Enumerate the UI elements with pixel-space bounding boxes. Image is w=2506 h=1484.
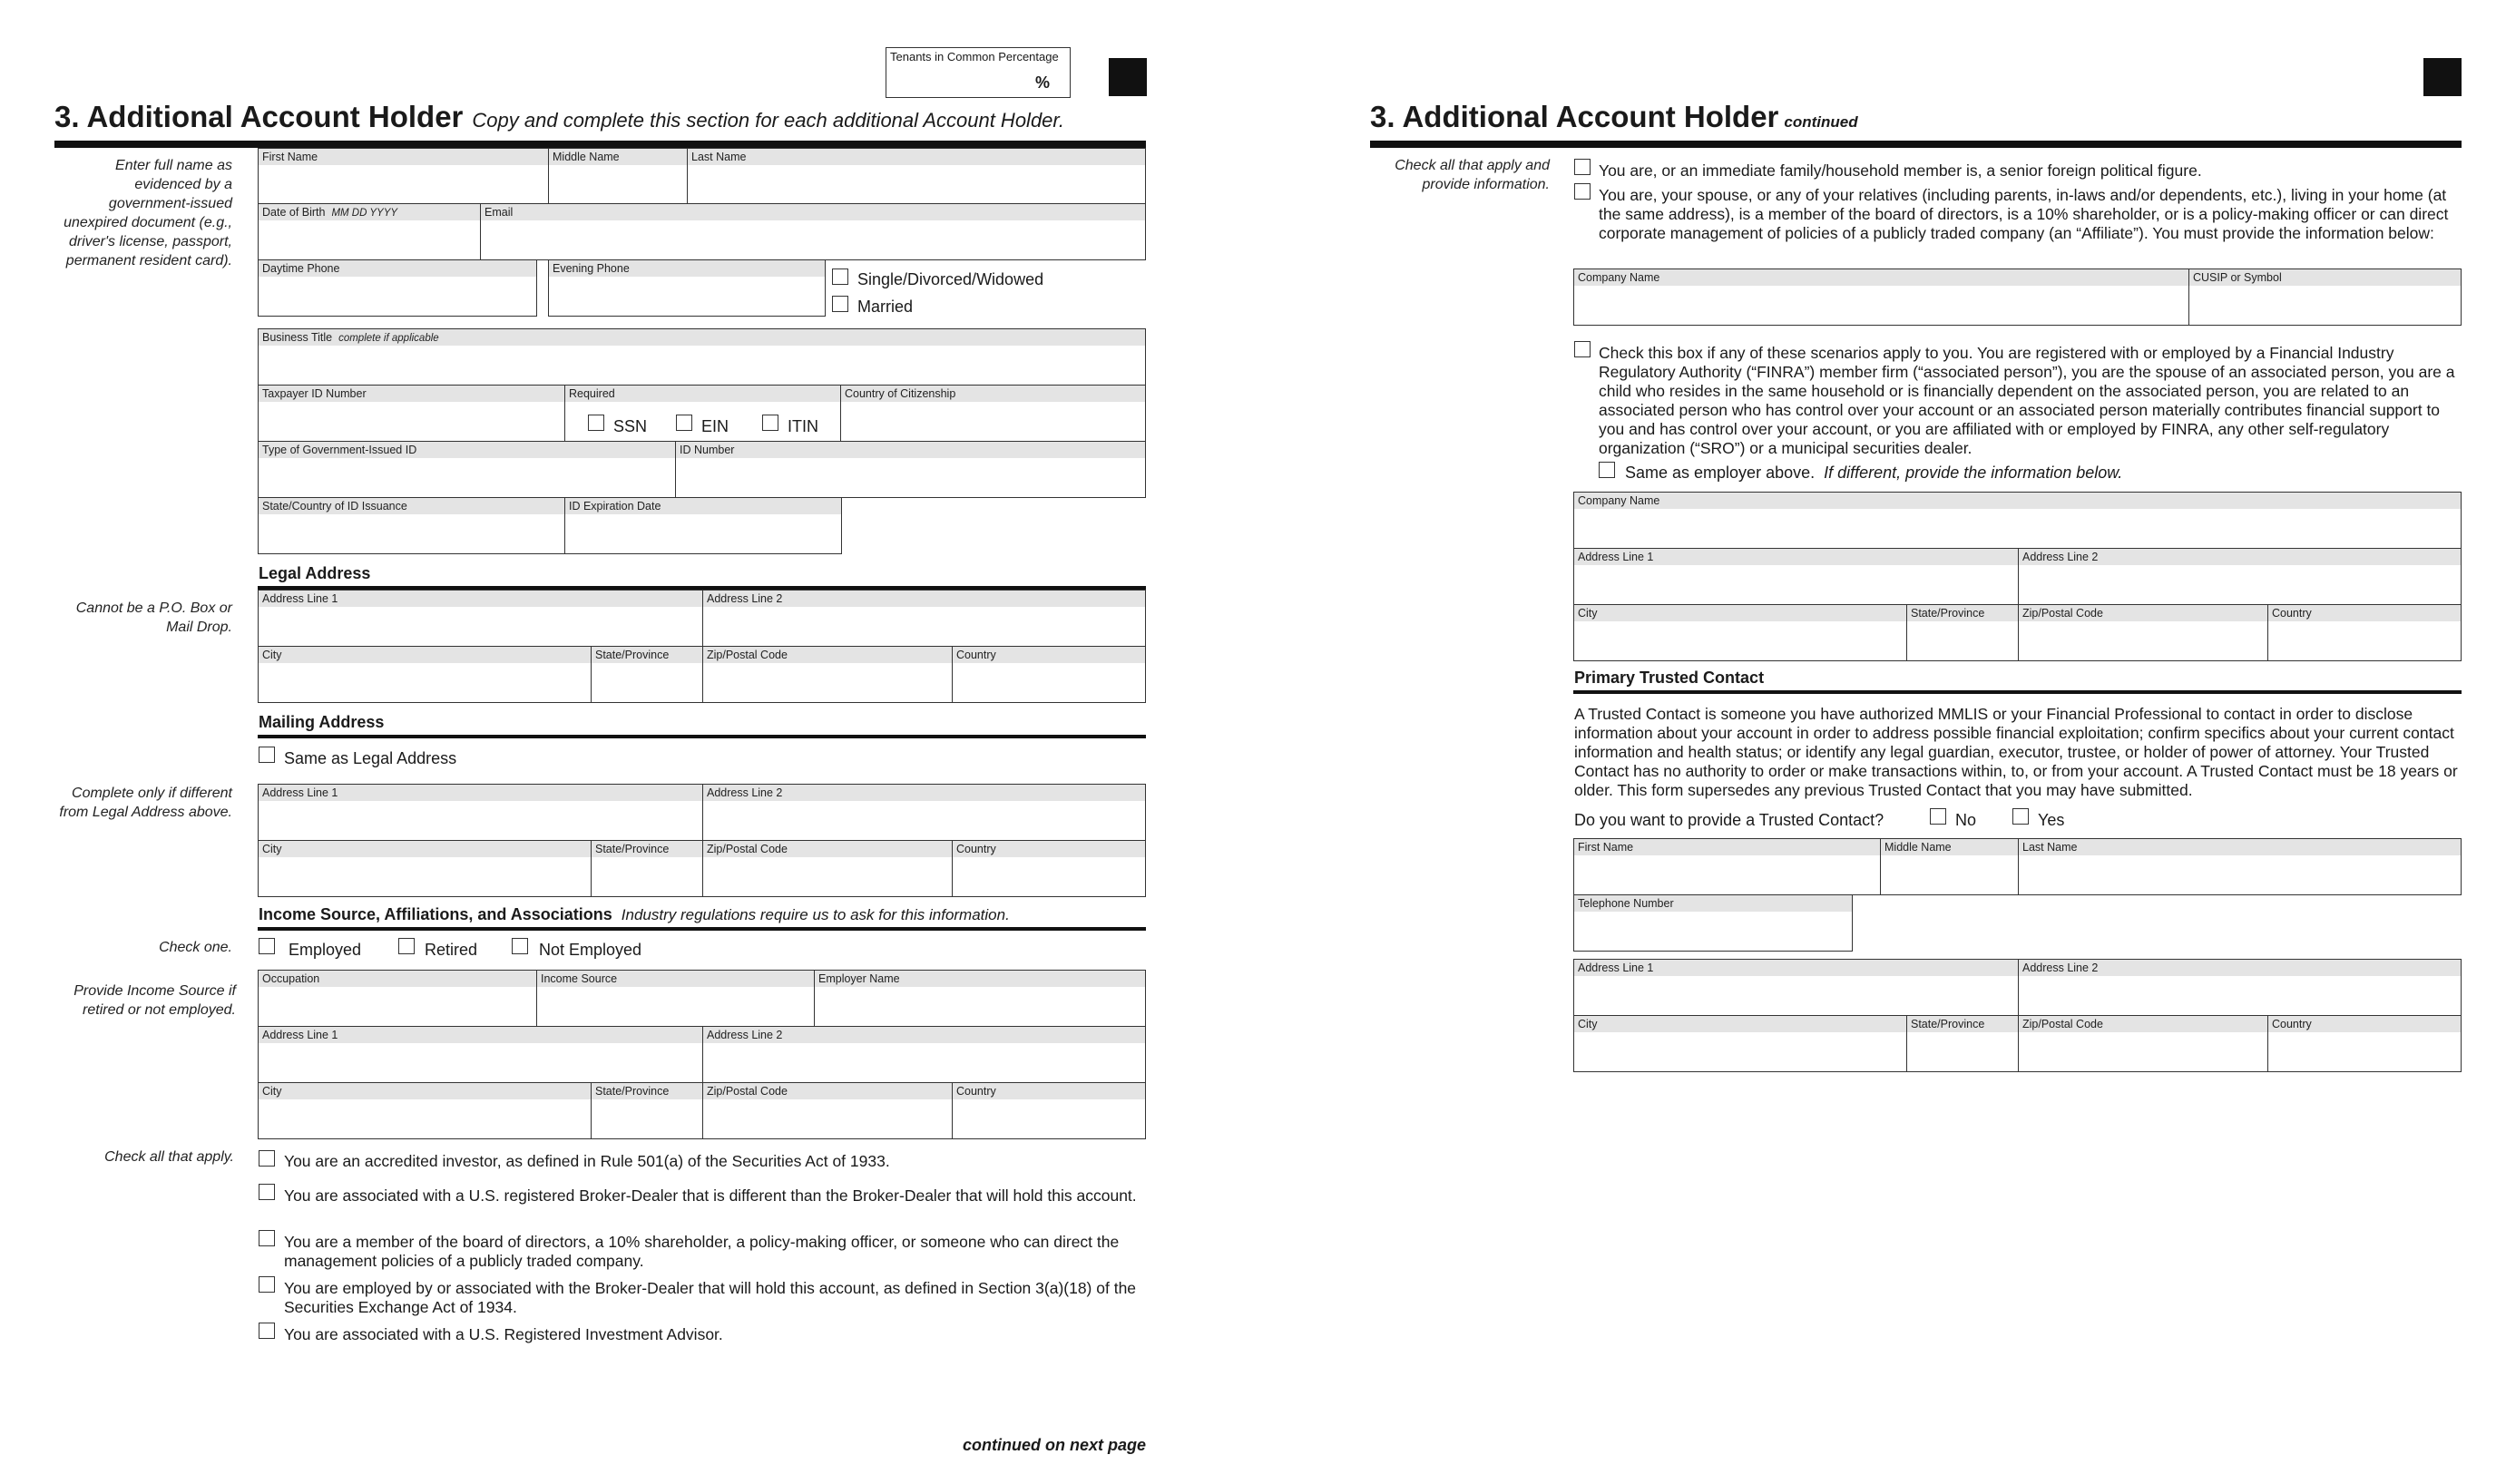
affiliate-text: You are, your spouse, or any of your relatives (including parents, in-laws and/or dependents, etc.), living in your home (at the same address), is a member of the board of directors, is a 10% shareholder, or is a policy-making officer or can direct corporate management of policies of a publicly traded company (an “Affiliate”). You must provide the information below: — [1599, 186, 2449, 242]
citizenship-field[interactable] — [840, 385, 1146, 442]
retired-label: Retired — [425, 941, 478, 959]
employer-country-label: Country — [953, 1083, 1145, 1099]
legal-address2-field[interactable] — [702, 590, 1146, 647]
affiliation-item-5: You are associated with a U.S. Registered Investment Advisor. — [284, 1325, 723, 1343]
id-number-field[interactable] — [675, 441, 1146, 498]
mailing-state-field[interactable] — [591, 840, 704, 897]
tenants-percentage-field[interactable] — [886, 47, 1071, 98]
finra-city-label: City — [1574, 605, 1907, 621]
date-of-birth-field[interactable] — [258, 203, 482, 260]
trusted-middle-name-field[interactable] — [1880, 838, 2020, 895]
ein-checkbox[interactable] — [676, 415, 692, 431]
affiliation-checkbox-5[interactable] — [259, 1323, 275, 1339]
not-employed-label: Not Employed — [539, 941, 642, 959]
trusted-country-label: Country — [2268, 1016, 2461, 1032]
affiliation-checkbox-1[interactable] — [259, 1150, 275, 1167]
employer-address2-label: Address Line 2 — [703, 1027, 1145, 1043]
legal-country-field[interactable] — [952, 646, 1146, 703]
legal-city-field[interactable] — [258, 646, 592, 703]
employer-name-label: Employer Name — [815, 971, 1145, 987]
title-rule — [54, 141, 1146, 148]
id-state-field[interactable] — [258, 497, 566, 554]
page-title — [54, 100, 1064, 134]
legal-zip-label: Zip/Postal Code — [703, 647, 953, 663]
required-label: Required — [565, 386, 841, 402]
trusted-state-label: State/Province — [1907, 1016, 2019, 1032]
middle-name-field[interactable] — [548, 148, 689, 205]
business-title-label — [259, 329, 1145, 346]
right-page — [1253, 0, 2506, 1484]
employer-zip-field[interactable] — [702, 1082, 954, 1139]
email-label: Email — [481, 204, 1145, 220]
employer-address2-field[interactable] — [702, 1026, 1146, 1083]
same-employer-text: Same as employer above. — [1625, 464, 1816, 482]
mailing-address-heading: Mailing Address — [259, 713, 385, 731]
trusted-city-label: City — [1574, 1016, 1907, 1032]
finra-checkbox[interactable] — [1574, 341, 1591, 357]
continued-note: continued on next page — [962, 1436, 1146, 1454]
legal-city-label: City — [259, 647, 592, 663]
trusted-middle-name-label: Middle Name — [1881, 839, 2019, 855]
finra-address2-field[interactable] — [2018, 548, 2462, 605]
finra-state-field[interactable] — [1906, 604, 2020, 661]
id-expiration-label: ID Expiration Date — [565, 498, 841, 514]
occupation-label: Occupation — [259, 971, 537, 987]
last-name-field[interactable] — [687, 148, 1146, 205]
same-employer-checkbox[interactable] — [1599, 462, 1615, 478]
mailing-city-field[interactable] — [258, 840, 592, 897]
trusted-contact-paragraph: A Trusted Contact is someone you have authorized MMLIS or your Financial Professional to contact in order to disclose information about your account in order to address possible financial exploitation; confirm specifics about your current contact information and health status; or identify any legal guardian, executor, trustee, or holder of power of attorney. Your Trusted Contact has no authority to order or make transactions within, to, or from your account. A Trusted Contact must be 18 years or older. This form supersedes any previous Trusted Contact that you may have submitted. — [1574, 705, 2458, 799]
trusted-address2-label: Address Line 2 — [2019, 960, 2461, 976]
income-heading-text: Income Source, Affiliations, and Associations — [259, 905, 612, 923]
cusip-field[interactable] — [2188, 268, 2462, 326]
affiliate-checkbox[interactable] — [1574, 183, 1591, 200]
trusted-country-field[interactable] — [2267, 1015, 2462, 1072]
last-name-label: Last Name — [688, 149, 1145, 165]
trusted-yes-label: Yes — [2038, 811, 2065, 829]
side-note-check-all: Check all that apply. — [104, 1149, 234, 1165]
legal-country-label: Country — [953, 647, 1145, 663]
income-source-field[interactable] — [536, 970, 816, 1027]
registration-mark — [1109, 58, 1147, 96]
employer-zip-label: Zip/Postal Code — [703, 1083, 953, 1099]
legal-address2-label: Address Line 2 — [703, 591, 1145, 607]
trusted-first-name-label: First Name — [1574, 839, 1881, 855]
finra-company-field[interactable] — [1573, 492, 2462, 549]
id-number-label: ID Number — [676, 442, 1145, 458]
first-name-field[interactable] — [258, 148, 550, 205]
legal-address1-label: Address Line 1 — [259, 591, 703, 607]
trusted-city-field[interactable] — [1573, 1015, 1908, 1072]
mailing-state-label: State/Province — [592, 841, 703, 857]
evening-phone-field[interactable] — [548, 259, 826, 317]
employer-country-field[interactable] — [952, 1082, 1146, 1139]
trusted-last-name-label: Last Name — [2019, 839, 2461, 855]
same-employer-note: If different, provide the information below. — [1824, 464, 2123, 482]
affiliation-checkbox-4[interactable] — [259, 1276, 275, 1293]
legal-address1-field[interactable] — [258, 590, 704, 647]
business-title-field[interactable] — [258, 328, 1146, 386]
same-employer-label — [1625, 464, 2122, 483]
mailing-address1-label: Address Line 1 — [259, 785, 703, 801]
trusted-address1-label: Address Line 1 — [1574, 960, 2019, 976]
gov-id-type-label: Type of Government-Issued ID — [259, 442, 676, 458]
trusted-telephone-label: Telephone Number — [1574, 895, 1852, 912]
finra-text: Check this box if any of these scenarios apply to you. You are registered with or employed by a Financial Industry Regulatory Authority (“FINRA”) member firm (“associated person”), you are the spouse of an associated person, you are a child who resides in the same household or is financially dependent on the associated person, you are related to an associated person who has control over your account or an associated person materially contributes financial support to you and has control over your account, or you are affiliated with or employed by FINRA, any other self-regulatory organization (“SRO”) or a municipal securities dealer. — [1599, 344, 2455, 457]
id-state-label: State/Country of ID Issuance — [259, 498, 565, 514]
trusted-last-name-field[interactable] — [2018, 838, 2462, 895]
finra-country-label: Country — [2268, 605, 2461, 621]
ssn-checkbox[interactable] — [588, 415, 604, 431]
mailing-city-label: City — [259, 841, 592, 857]
legal-zip-field[interactable] — [702, 646, 954, 703]
income-heading — [259, 905, 1010, 924]
retired-checkbox[interactable] — [398, 938, 415, 954]
income-rule — [258, 927, 1146, 931]
finra-country-field[interactable] — [2267, 604, 2462, 661]
same-as-legal-checkbox[interactable] — [259, 747, 275, 763]
affiliation-checkbox-3[interactable] — [259, 1230, 275, 1246]
same-as-legal-label: Same as Legal Address — [284, 749, 457, 767]
single-label: Single/Divorced/Widowed — [857, 270, 1044, 288]
income-source-label: Income Source — [537, 971, 815, 987]
side-note-income: Provide Income Source if retired or not employed. — [73, 983, 236, 1018]
mailing-address1-field[interactable] — [258, 784, 704, 841]
finra-company-label: Company Name — [1574, 493, 2461, 509]
title-continued: continued — [1784, 113, 1858, 131]
employer-city-label: City — [259, 1083, 592, 1099]
tenants-percentage-label: Tenants in Common Percentage — [890, 50, 1059, 63]
employer-state-label: State/Province — [592, 1083, 703, 1099]
employer-address1-field[interactable] — [258, 1026, 704, 1083]
itin-label: ITIN — [788, 417, 818, 435]
trusted-yes-checkbox[interactable] — [2012, 808, 2029, 825]
income-heading-note: Industry regulations require us to ask for this information. — [621, 906, 1010, 923]
evening-phone-label: Evening Phone — [549, 260, 825, 277]
title-text-right: 3. Additional Account Holder — [1370, 100, 1779, 133]
email-field[interactable] — [480, 203, 1146, 260]
title-text: 3. Additional Account Holder — [54, 100, 464, 133]
dob-label-text: Date of Birth — [262, 206, 326, 219]
itin-checkbox[interactable] — [762, 415, 778, 431]
side-note-mailing: Complete only if different from Legal Address above. — [59, 786, 232, 820]
title-rule-right — [1370, 141, 2462, 148]
employer-name-field[interactable] — [814, 970, 1146, 1027]
daytime-phone-label: Daytime Phone — [259, 260, 536, 277]
employer-city-field[interactable] — [258, 1082, 592, 1139]
side-note-check-one: Check one. — [159, 940, 232, 955]
trusted-state-field[interactable] — [1906, 1015, 2020, 1072]
ssn-label: SSN — [613, 417, 648, 435]
affiliation-item-4: You are employed by or associated with the Broker-Dealer that will hold this account, as defined in Section 3(a)(18) of the Securities Exchange Act of 1934. — [284, 1279, 1137, 1316]
employer-state-field[interactable] — [591, 1082, 704, 1139]
trusted-zip-field[interactable] — [2018, 1015, 2269, 1072]
trusted-address1-field[interactable] — [1573, 959, 2020, 1016]
title-subtitle: Copy and complete this section for each additional Account Holder. — [472, 109, 1065, 132]
trusted-contact-rule — [1573, 690, 2462, 694]
first-name-label: First Name — [259, 149, 549, 165]
mailing-address2-label: Address Line 2 — [703, 785, 1145, 801]
single-checkbox[interactable] — [832, 268, 848, 285]
trusted-zip-label: Zip/Postal Code — [2019, 1016, 2268, 1032]
page-title-right — [1370, 100, 1858, 134]
side-note-check-all-right: Check all that apply and provide information. — [1395, 158, 1550, 192]
mailing-address2-field[interactable] — [702, 784, 1146, 841]
affiliation-item-3: You are a member of the board of directors, a 10% shareholder, a policy-making officer, or someone who can direct the management policies of a publicly traded company. — [284, 1233, 1120, 1270]
mailing-zip-field[interactable] — [702, 840, 954, 897]
finra-address2-label: Address Line 2 — [2019, 549, 2461, 565]
married-label: Married — [857, 298, 914, 316]
married-checkbox[interactable] — [832, 296, 848, 312]
affiliation-item-1: You are an accredited investor, as defined in Rule 501(a) of the Securities Act of 1933. — [284, 1152, 890, 1170]
dob-label — [259, 204, 481, 220]
political-figure-text: You are, or an immediate family/household member is, a senior foreign political figure. — [1599, 161, 2202, 180]
middle-name-label: Middle Name — [549, 149, 688, 165]
dob-format-hint: MM DD YYYY — [331, 208, 398, 219]
legal-address-heading: Legal Address — [259, 564, 371, 582]
finra-address1-field[interactable] — [1573, 548, 2020, 605]
finra-zip-label: Zip/Postal Code — [2019, 605, 2268, 621]
business-title-hint: complete if applicable — [338, 333, 439, 344]
finra-zip-field[interactable] — [2018, 604, 2269, 661]
political-figure-checkbox[interactable] — [1574, 159, 1591, 175]
employed-checkbox[interactable] — [259, 938, 275, 954]
side-note-legal: Cannot be a P.O. Box or Mail Drop. — [75, 600, 232, 635]
id-expiration-field[interactable] — [564, 497, 842, 554]
mailing-country-label: Country — [953, 841, 1145, 857]
affiliation-checkbox-2[interactable] — [259, 1184, 275, 1200]
finra-address1-label: Address Line 1 — [1574, 549, 2019, 565]
trusted-first-name-field[interactable] — [1573, 838, 1882, 895]
daytime-phone-field[interactable] — [258, 259, 537, 317]
trusted-no-checkbox[interactable] — [1930, 808, 1946, 825]
occupation-field[interactable] — [258, 970, 538, 1027]
finra-city-field[interactable] — [1573, 604, 1908, 661]
legal-state-label: State/Province — [592, 647, 703, 663]
employed-label: Employed — [289, 941, 362, 959]
trusted-contact-question: Do you want to provide a Trusted Contact? — [1574, 811, 1884, 829]
registration-mark-right — [2423, 58, 2462, 96]
trusted-telephone-field[interactable] — [1573, 894, 1853, 952]
side-note-name: Enter full name as evidenced by a government-issued unexpired document (e.g., driver's license, passport, permanent resident card). — [64, 158, 232, 268]
employer-address1-label: Address Line 1 — [259, 1027, 703, 1043]
business-title-text: Business Title — [262, 331, 333, 344]
trusted-contact-heading: Primary Trusted Contact — [1574, 669, 1765, 687]
cusip-label: CUSIP or Symbol — [2189, 269, 2461, 286]
taxpayer-id-field[interactable] — [258, 385, 566, 442]
finra-state-label: State/Province — [1907, 605, 2019, 621]
mailing-zip-label: Zip/Postal Code — [703, 841, 953, 857]
gov-id-type-field[interactable] — [258, 441, 677, 498]
trusted-no-label: No — [1955, 811, 1977, 829]
legal-state-field[interactable] — [591, 646, 704, 703]
mailing-address-rule — [258, 735, 1146, 738]
taxpayer-id-label: Taxpayer ID Number — [259, 386, 565, 402]
trusted-address2-field[interactable] — [2018, 959, 2462, 1016]
affiliate-company-label: Company Name — [1574, 269, 2189, 286]
citizenship-label: Country of Citizenship — [841, 386, 1145, 402]
affiliation-item-2: You are associated with a U.S. registered Broker-Dealer that is different than the Broker-Dealer that will hold this account. — [284, 1186, 1137, 1205]
mailing-country-field[interactable] — [952, 840, 1146, 897]
not-employed-checkbox[interactable] — [512, 938, 528, 954]
ein-label: EIN — [701, 417, 729, 435]
affiliate-company-field[interactable] — [1573, 268, 2190, 326]
percent-sign: % — [1034, 73, 1050, 92]
